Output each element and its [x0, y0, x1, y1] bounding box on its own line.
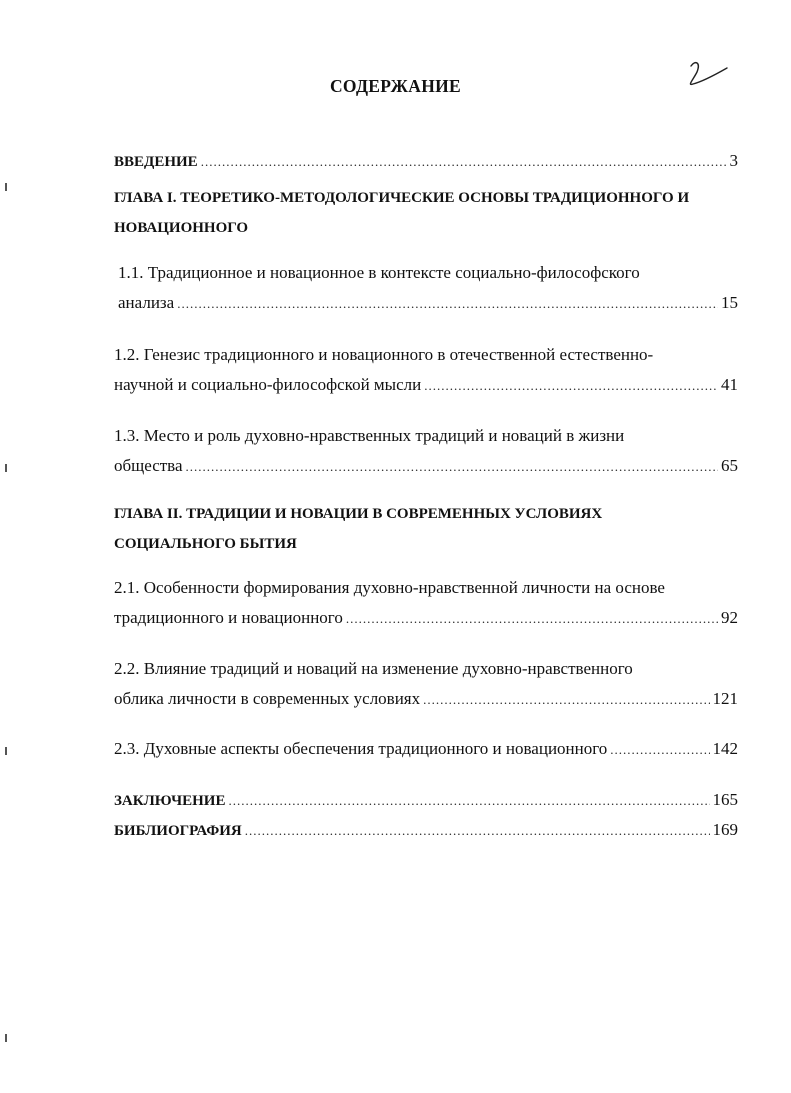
- section-title-line1: 1.2. Генезис традиционного и новационного в отечественной естественно-: [114, 345, 654, 364]
- section-title-line1: 2.2. Влияние традиций и новаций на изменение духовно-нравственного: [114, 659, 633, 678]
- dot-leader: [186, 451, 718, 482]
- toc-section-1-1: [118, 257, 738, 317]
- margin-mark: [5, 183, 7, 191]
- dot-leader: [610, 734, 709, 765]
- section-title-line1: 2.1. Особенности формирования духовно-нравственной личности на основе: [114, 578, 665, 597]
- page-number: 169: [712, 820, 738, 839]
- toc-section-2-2: [114, 653, 738, 713]
- toc-section-2-1: [114, 572, 738, 632]
- toc-chapter-2: [114, 499, 738, 559]
- toc-section-1-2: [114, 339, 738, 399]
- toc-entry-title: ЗАКЛЮЧЕНИЕ: [114, 793, 226, 809]
- page-number: 121: [712, 689, 738, 708]
- section-title-line2: облика личности в современных условиях: [114, 689, 421, 708]
- margin-mark: [5, 464, 7, 472]
- section-title-line2: общества: [114, 456, 183, 475]
- margin-mark: [5, 747, 7, 755]
- dot-leader: [423, 684, 709, 715]
- toc-section-2-3: [114, 733, 738, 763]
- chapter-title-line2: НОВАЦИОННОГО: [114, 220, 249, 236]
- section-title-line2: научной и социально-философской мысли: [114, 375, 422, 394]
- section-title-line1: 1.3. Место и роль духовно-нравственных традиций и новаций в жизни: [114, 426, 625, 445]
- page-number: 142: [712, 739, 738, 758]
- section-title: 2.3. Духовные аспекты обеспечения традиционного и новационного: [114, 739, 608, 758]
- page-title: СОДЕРЖАНИЕ: [329, 76, 461, 96]
- toc-entry-intro: [114, 146, 738, 176]
- page-number: 92: [721, 608, 738, 627]
- handwritten-page-number-mark: [683, 56, 733, 92]
- dot-leader: [201, 147, 727, 177]
- toc-chapter-1: [114, 183, 738, 243]
- toc-entry-title: ВВЕДЕНИЕ: [114, 154, 198, 170]
- section-title-line2: анализа: [118, 293, 175, 312]
- toc-entry-bibliography: [114, 815, 738, 845]
- chapter-title-line1: ГЛАВА I. ТЕОРЕТИКО-МЕТОДОЛОГИЧЕСКИЕ ОСНОВЫ ТРАДИЦИОННОГО И: [114, 190, 690, 206]
- dot-leader: [346, 603, 718, 634]
- toc-entry-conclusion: [114, 785, 738, 815]
- dot-leader: [228, 786, 709, 816]
- toc-entry-title: БИБЛИОГРАФИЯ: [114, 823, 242, 839]
- section-title-line1: 1.1. Традиционное и новационное в контексте социально-философского: [118, 263, 640, 282]
- dot-leader: [177, 288, 718, 319]
- page-number: 3: [729, 151, 738, 170]
- margin-mark: [5, 1034, 7, 1042]
- toc-section-1-3: [114, 420, 738, 480]
- dot-leader: [424, 370, 718, 401]
- page-number: 15: [721, 293, 738, 312]
- section-title-line2: традиционного и новационного: [114, 608, 343, 627]
- chapter-title-line2: СОЦИАЛЬНОГО БЫТИЯ: [114, 536, 297, 552]
- page-number: 65: [721, 456, 738, 475]
- page-number: 165: [712, 790, 738, 809]
- dot-leader: [245, 816, 710, 846]
- chapter-title-line1: ГЛАВА II. ТРАДИЦИИ И НОВАЦИИ В СОВРЕМЕННЫХ УСЛОВИЯХ: [114, 506, 603, 522]
- page-number: 41: [721, 375, 738, 394]
